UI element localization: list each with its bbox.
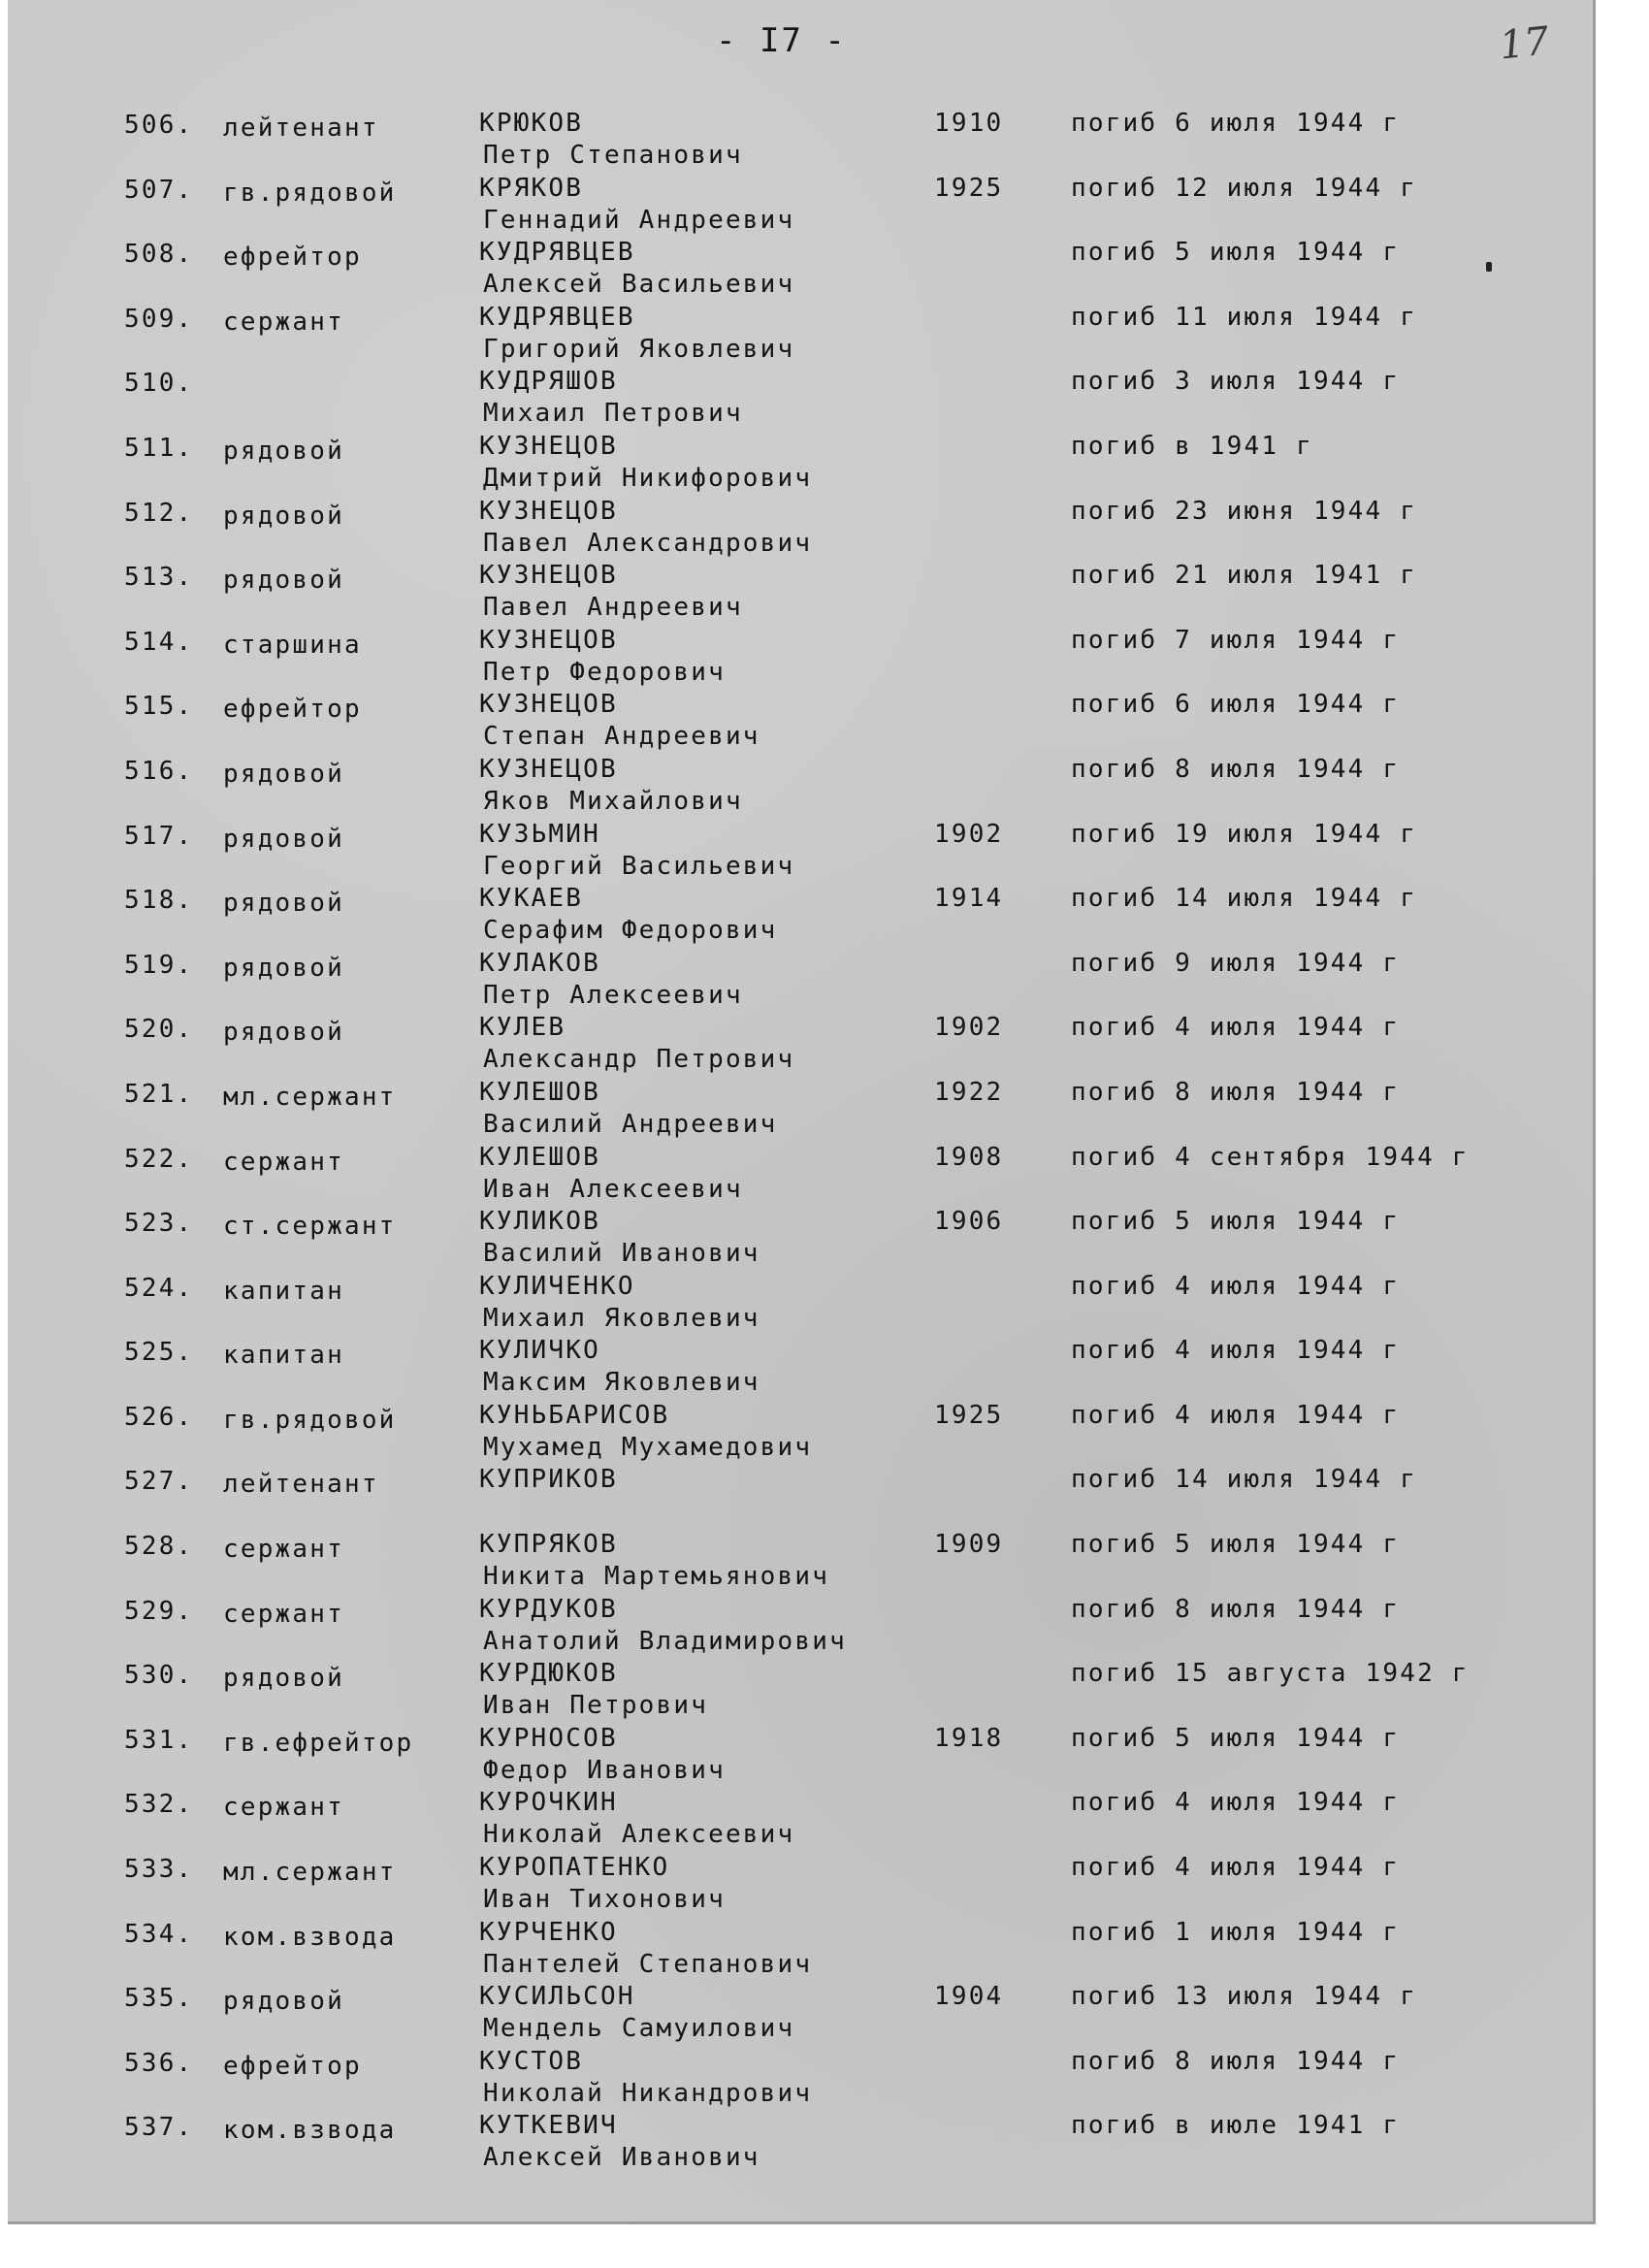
record-given-names: Михаил Петрович [483,399,743,429]
list-item [8,432,1599,497]
record-surname: КУРЧЕНКО [479,1917,618,1947]
record-birth-year: 1922 [934,1077,1004,1107]
record-rank: ефрейтор [223,243,362,273]
record-death-note: погиб 4 июля 1944 г [1071,1336,1401,1366]
record-death-note: погиб 15 августа 1942 г [1071,1659,1470,1689]
record-rank: сержант [223,1793,344,1823]
record-number: 525. [124,1338,194,1368]
record-given-names: Григорий Яковлевич [483,334,795,364]
record-number: 510. [124,369,194,399]
record-given-names: Василий Иванович [483,1239,760,1269]
record-birth-year: 1902 [934,1013,1004,1043]
record-rank: гв.рядовой [223,178,397,208]
record-given-names: Алексей Иванович [483,2143,760,2173]
record-birth-year: 1914 [934,884,1004,914]
record-death-note: погиб 4 июля 1944 г [1071,1013,1401,1043]
record-surname: КУКАЕВ [479,884,584,914]
record-rank: лейтенант [223,1470,379,1500]
record-number: 535. [124,1984,194,2014]
list-item [8,1078,1599,1143]
record-number: 527. [124,1467,194,1497]
record-rank: рядовой [223,1018,344,1048]
record-death-note: погиб 4 июля 1944 г [1071,1400,1401,1430]
record-birth-year: 1909 [934,1530,1004,1560]
record-rank: мл.сержант [223,1082,397,1112]
record-given-names: Павел Андреевич [483,593,743,623]
record-birth-year: 1904 [934,1982,1004,2012]
record-given-names: Петр Федорович [483,657,726,687]
record-death-note: погиб 21 июля 1941 г [1071,561,1418,591]
record-rank: сержант [223,307,344,337]
record-death-note: погиб в июле 1941 г [1071,2111,1401,2141]
record-rank: сержант [223,1535,344,1565]
record-rank: рядовой [223,824,344,854]
record-rank: мл.сержант [223,1858,397,1888]
record-number: 522. [124,1144,194,1174]
record-rank: ком.взвода [223,1922,397,1952]
record-surname: КУЗНЕЦОВ [479,496,618,526]
record-birth-year: 1925 [934,173,1004,203]
record-death-note: погиб 14 июля 1944 г [1071,884,1418,914]
record-death-note: погиб в 1941 г [1071,431,1313,461]
record-number: 512. [124,498,194,528]
record-given-names: Степан Андреевич [483,722,760,752]
record-surname: КУРОЧКИН [479,1788,618,1818]
list-item [8,367,1599,432]
record-death-note: погиб 9 июля 1944 г [1071,948,1401,978]
record-death-note: погиб 8 июля 1944 г [1071,1594,1401,1624]
record-number: 531. [124,1725,194,1755]
record-death-note: погиб 5 июля 1944 г [1071,1723,1401,1753]
record-death-note: погиб 3 июля 1944 г [1071,367,1401,397]
record-death-note: погиб 19 июля 1944 г [1071,819,1418,849]
record-number: 536. [124,2048,194,2078]
list-item [8,1272,1599,1337]
record-rank: ст.сержант [223,1212,397,1242]
list-item [8,2047,1599,2112]
record-surname: КУРДЮКОВ [479,1659,618,1689]
record-given-names: Яков Михайлович [483,786,743,816]
record-rank: рядовой [223,501,344,531]
handwritten-page-number: 17 [1497,18,1552,69]
list-item [8,1336,1599,1401]
record-given-names: Павел Александрович [483,528,813,558]
record-given-names: Петр Алексеевич [483,980,743,1010]
record-death-note: погиб 5 июля 1944 г [1071,1530,1401,1560]
record-given-names: Михаил Яковлевич [483,1303,760,1333]
record-given-names: Георгий Васильевич [483,851,795,881]
list-item [8,1530,1599,1595]
record-rank: рядовой [223,436,344,466]
page-number: - I7 - [716,21,847,60]
record-given-names: Иван Алексеевич [483,1174,743,1204]
list-item [8,755,1599,820]
record-given-names: Николай Алексеевич [483,1820,795,1850]
record-number: 516. [124,756,194,786]
list-item [8,884,1599,949]
record-surname: КУРОПАТЕНКО [479,1853,670,1883]
record-surname: КУЗНЕЦОВ [479,690,618,720]
list-item [8,690,1599,755]
record-surname: КУПРЯКОВ [479,1530,618,1560]
record-number: 529. [124,1596,194,1626]
record-surname: КУТКЕВИЧ [479,2111,618,2141]
record-birth-year: 1925 [934,1400,1004,1430]
list-item [8,238,1599,303]
record-rank: рядовой [223,1987,344,2017]
record-death-note: погиб 4 сентября 1944 г [1071,1142,1470,1172]
record-number: 524. [124,1273,194,1303]
record-surname: КУЛЕШОВ [479,1077,600,1107]
record-number: 509. [124,304,194,334]
record-death-note: погиб 12 июля 1944 г [1071,173,1418,203]
record-surname: КУЗЬМИН [479,819,600,849]
record-given-names: Серафим Федорович [483,916,778,946]
record-surname: КУЗНЕЦОВ [479,625,618,655]
record-rank: рядовой [223,759,344,789]
record-birth-year: 1910 [934,109,1004,138]
record-given-names: Дмитрий Никифорович [483,463,813,493]
record-rank: ефрейтор [223,2051,362,2081]
record-given-names: Пантелей Степанович [483,1949,813,1979]
record-number: 537. [124,2113,194,2143]
record-surname: КРЯКОВ [479,173,584,203]
list-item [8,820,1599,885]
record-number: 518. [124,886,194,916]
record-surname: КУПРИКОВ [479,1465,618,1495]
record-surname: КУНЬБАРИСОВ [479,1400,670,1430]
record-surname: КУЛЕВ [479,1013,566,1043]
record-rank: капитан [223,1276,344,1306]
record-number: 515. [124,692,194,722]
record-surname: КУЛЕШОВ [479,1142,600,1172]
record-death-note: погиб 5 июля 1944 г [1071,1207,1401,1237]
record-surname: КУЛИКОВ [479,1207,600,1237]
list-item [8,1401,1599,1466]
record-rank: рядовой [223,953,344,983]
list-item [8,949,1599,1014]
record-birth-year: 1908 [934,1142,1004,1172]
list-item [8,303,1599,368]
record-rank: рядовой [223,566,344,596]
record-surname: КУСТОВ [479,2046,584,2076]
record-death-note: погиб 8 июля 1944 г [1071,754,1401,784]
record-given-names: Мендель Самуилович [483,2014,795,2044]
record-birth-year: 1918 [934,1723,1004,1753]
record-number: 506. [124,111,194,140]
record-death-note: погиб 4 июля 1944 г [1071,1788,1401,1818]
record-death-note: погиб 6 июля 1944 г [1071,109,1401,138]
record-rank: капитан [223,1341,344,1371]
record-given-names: Анатолий Владимирович [483,1626,847,1656]
record-number: 514. [124,627,194,657]
record-rank: сержант [223,1147,344,1177]
list-item [8,1788,1599,1853]
record-surname: КУРДУКОВ [479,1594,618,1624]
record-surname: КУСИЛЬСОН [479,1982,635,2012]
record-rank: рядовой [223,889,344,919]
record-surname: КУДРЯВЦЕВ [479,238,635,268]
list-item [8,1595,1599,1660]
record-death-note: погиб 5 июля 1944 г [1071,238,1401,268]
list-item [8,109,1599,174]
list-item [8,1659,1599,1724]
records-list [8,109,1599,2176]
document-page [8,0,1596,2224]
record-given-names: Мухамед Мухамедович [483,1432,813,1462]
list-item [8,1465,1599,1530]
record-number: 513. [124,563,194,593]
record-death-note: погиб 13 июля 1944 г [1071,1982,1418,2012]
list-item [8,2111,1599,2176]
record-number: 521. [124,1079,194,1109]
record-surname: КУДРЯШОВ [479,367,618,397]
list-item [8,1918,1599,1983]
record-number: 507. [124,175,194,205]
list-item [8,1143,1599,1208]
list-item [8,174,1599,239]
record-rank: ком.взвода [223,2116,397,2146]
record-surname: КУДРЯВЦЕВ [479,302,635,332]
record-death-note: погиб 23 июня 1944 г [1071,496,1418,526]
record-birth-year: 1906 [934,1207,1004,1237]
record-given-names: Василий Андреевич [483,1109,778,1139]
record-rank: сержант [223,1599,344,1629]
record-number: 532. [124,1790,194,1820]
record-rank: гв.ефрейтор [223,1728,414,1758]
record-number: 523. [124,1209,194,1239]
record-death-note: погиб 14 июля 1944 г [1071,1465,1418,1495]
record-given-names: Иван Петрович [483,1691,709,1721]
record-death-note: погиб 8 июля 1944 г [1071,2046,1401,2076]
record-number: 520. [124,1015,194,1045]
record-death-note: погиб 4 июля 1944 г [1071,1853,1401,1883]
record-given-names: Федор Иванович [483,1755,726,1785]
record-surname: КУЛИЧКО [479,1336,600,1366]
record-given-names: Александр Петрович [483,1045,795,1075]
record-given-names: Николай Никандрович [483,2078,813,2108]
record-given-names: Максим Яковлевич [483,1368,760,1398]
record-rank: ефрейтор [223,695,362,725]
list-item [8,1013,1599,1078]
record-rank: рядовой [223,1664,344,1694]
record-death-note: погиб 6 июля 1944 г [1071,690,1401,720]
record-surname: КУЛАКОВ [479,948,600,978]
record-birth-year: 1902 [934,819,1004,849]
record-death-note: погиб 11 июля 1944 г [1071,302,1418,332]
list-item [8,1724,1599,1789]
record-number: 508. [124,240,194,270]
record-surname: КУЗНЕЦОВ [479,561,618,591]
record-death-note: погиб 7 июля 1944 г [1071,625,1401,655]
list-item [8,1982,1599,2047]
record-given-names: Геннадий Андреевич [483,205,795,235]
record-surname: КРЮКОВ [479,109,584,138]
record-number: 528. [124,1532,194,1562]
record-number: 533. [124,1855,194,1885]
record-given-names: Никита Мартемьянович [483,1562,830,1592]
record-surname: КУЛИЧЕНКО [479,1271,635,1301]
record-given-names: Алексей Васильевич [483,270,795,300]
list-item [8,626,1599,691]
record-given-names: Иван Тихонович [483,1885,726,1915]
record-number: 534. [124,1919,194,1949]
record-rank: гв.рядовой [223,1405,397,1435]
list-item [8,497,1599,562]
record-given-names: Петр Степанович [483,141,743,170]
list-item [8,561,1599,626]
record-surname: КУРНОСОВ [479,1723,618,1753]
record-death-note: погиб 8 июля 1944 г [1071,1077,1401,1107]
record-surname: КУЗНЕЦОВ [479,431,618,461]
list-item [8,1207,1599,1272]
record-death-note: погиб 1 июля 1944 г [1071,1917,1401,1947]
record-rank: лейтенант [223,113,379,143]
record-number: 517. [124,821,194,851]
record-rank: старшина [223,630,362,660]
record-number: 526. [124,1402,194,1432]
record-death-note: погиб 4 июля 1944 г [1071,1271,1401,1301]
record-surname: КУЗНЕЦОВ [479,754,618,784]
record-number: 511. [124,433,194,463]
list-item [8,1853,1599,1918]
record-number: 519. [124,950,194,980]
record-number: 530. [124,1661,194,1691]
